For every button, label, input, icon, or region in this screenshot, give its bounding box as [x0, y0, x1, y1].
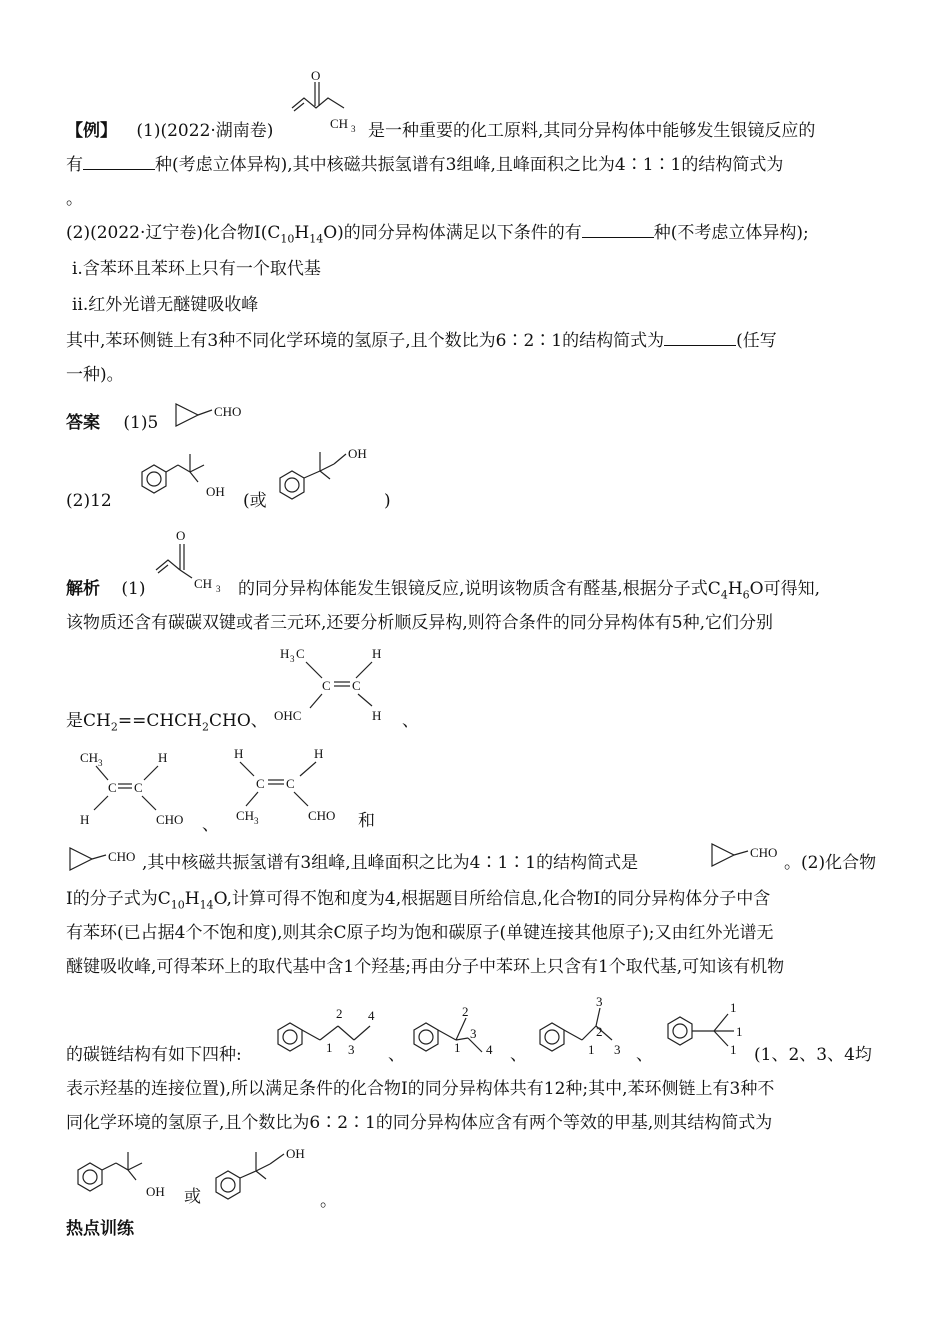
analysis-line-3	[66, 704, 886, 744]
group-OHC: OHC	[274, 708, 302, 723]
q2-text-h: H	[294, 223, 310, 243]
sub-3: 3	[351, 124, 356, 134]
position-2: 2	[462, 1004, 469, 1019]
answer-blank-1[interactable]	[83, 151, 155, 170]
cyclopropyl-cho-structure-3	[708, 840, 788, 870]
example-label: 【例】	[66, 121, 117, 141]
q1-text-3: 。	[66, 189, 83, 209]
position-1c: 1	[730, 1042, 737, 1057]
analysis-line-5b	[784, 846, 894, 880]
group-CHO: CHO	[108, 849, 136, 864]
atom-H3C-h: H	[280, 646, 290, 661]
analysis-p6h: H	[184, 889, 200, 909]
position-2: 2	[336, 1006, 343, 1021]
atom-H: H	[314, 746, 324, 761]
q1-text-2b: 种(考虑立体异构),其中核磁共振氢谱有3组峰,且峰面积之比为4∶1∶1的结构简式为	[155, 155, 784, 175]
or-text: 或	[184, 1187, 201, 1207]
analysis-p7: 有苯环(已占据4个不饱和度),则其余C原子均为饱和碳原子(单键连接其他原子);又由红外光谱无	[66, 923, 774, 943]
analysis-p6b: O,计算可得不饱和度为4,根据题目所给信息,化合物Ⅰ的同分异构体分子中含	[213, 889, 771, 909]
atom-H: H	[372, 646, 382, 661]
sub-3: 3	[254, 816, 259, 826]
example-line-8	[66, 358, 886, 392]
cond2-text: ⅱ.红外光谱无醚键吸收峰	[72, 295, 259, 315]
tertiary-alcohol-structure-b	[70, 1146, 182, 1206]
answer-or-close	[384, 484, 414, 518]
analysis-p6a: Ⅰ的分子式为C	[66, 889, 171, 909]
isomer-trans-ch3-cho	[72, 744, 202, 834]
condition-1	[72, 252, 892, 286]
sub: 2	[202, 720, 209, 734]
atom-C: C	[296, 646, 305, 661]
sub: 10	[170, 898, 185, 912]
chain-skeleton-3	[534, 996, 638, 1064]
analysis-line-5	[142, 846, 712, 880]
atom-C: C	[108, 780, 117, 795]
q2-text-1a: (2)(2022·辽宁卷)化合物Ⅰ(C	[66, 223, 281, 243]
answer-1: (1)5	[123, 413, 159, 433]
sub-3: 3	[290, 654, 295, 664]
analysis-p10: 表示羟基的连接位置),所以满足条件的化合物Ⅰ的同分异构体共有12种;其中,苯环侧链上有3种不	[66, 1079, 775, 1099]
q1-text: 是一种重要的化工原料,其同分异构体中能够发生银镜反应的	[368, 121, 816, 141]
butenone-structure	[286, 66, 366, 140]
atom-O: O	[311, 68, 321, 83]
analysis-line-7	[66, 916, 886, 950]
q2-text-4b: (任写	[736, 331, 777, 351]
atom-C: C	[134, 780, 143, 795]
example-line-4	[66, 216, 886, 256]
analysis-p9b: (1、2、3、4均	[754, 1045, 872, 1065]
atom-H: H	[234, 746, 244, 761]
example-line-7	[66, 324, 886, 358]
analysis-line-2	[66, 606, 886, 640]
sep: 、	[636, 1045, 653, 1065]
analysis-line-10	[66, 1072, 886, 1106]
and-text: 和	[358, 811, 375, 831]
analysis-p3c: CHO、	[209, 711, 268, 731]
position-4: 4	[486, 1042, 493, 1057]
answer-blank-2[interactable]	[582, 219, 654, 238]
analysis-p3b: ==CHCH	[117, 711, 202, 731]
atom-CH3: CH	[330, 116, 349, 131]
atom-H: H	[158, 750, 168, 765]
sub-3: 3	[98, 758, 103, 768]
analysis-p5a: ,其中核磁共振氢谱有3组峰,且峰面积之比为4∶1∶1的结构简式是	[142, 853, 639, 873]
or-open: (或	[243, 491, 267, 511]
analysis-sep-1	[402, 704, 432, 738]
position-3: 3	[596, 994, 603, 1009]
analysis-line-11	[66, 1106, 886, 1140]
primary-alcohol-structure-b	[208, 1140, 318, 1206]
q2-text-1c: 种(不考虑立体异构);	[653, 223, 809, 243]
position-1: 1	[588, 1042, 595, 1057]
cyclopropyl-cho-structure	[172, 398, 252, 432]
answer-2: (2)12	[66, 491, 112, 511]
analysis-p5b: 。(2)化合物	[784, 853, 877, 873]
position-1: 1	[454, 1040, 461, 1055]
sub: 4	[720, 588, 728, 602]
group-CHO: CHO	[750, 845, 778, 860]
analysis-p3a: 是CH	[66, 711, 111, 731]
section-line	[66, 1212, 886, 1246]
primary-alcohol-structure-a	[270, 440, 380, 506]
analysis-and	[358, 804, 398, 838]
atom-H: H	[80, 812, 90, 827]
sep: 、	[388, 1045, 405, 1065]
answer-blank-3[interactable]	[664, 327, 736, 346]
or-close: )	[384, 491, 391, 511]
analysis-p11: 同化学环境的氢原子,且个数比为6∶2∶1的同分异构体应含有两个等效的甲基,则其结构简式为	[66, 1113, 773, 1133]
atom-CH3: CH	[236, 808, 255, 823]
position-3: 3	[348, 1042, 355, 1057]
group-OH: OH	[206, 484, 225, 499]
atom-C: C	[352, 678, 361, 693]
q2-text-4a: 其中,苯环侧链上有3种不同化学环境的氢原子,且个数比为6∶2∶1的结构简式为	[66, 331, 665, 351]
atom-H: H	[372, 708, 382, 723]
analysis-label: 解析	[66, 579, 100, 599]
atom-CH3: CH	[194, 576, 213, 591]
analysis-p2: 该物质还含有碳碳双键或者三元环,还要分析顺反异构,则符合条件的同分异构体有5种,它们分别	[66, 613, 774, 633]
analysis-p1b: 的同分异构体能发生银镜反应,说明该物质含有醛基,根据分子式C	[238, 579, 721, 599]
analysis-line-8	[66, 950, 886, 984]
sep: 、	[402, 711, 419, 731]
analysis-p1h: H	[727, 579, 743, 599]
group-CHO: CHO	[308, 808, 336, 823]
cyclopropyl-cho-structure-2	[66, 844, 146, 874]
atom-O: O	[176, 528, 186, 543]
example-line-2	[66, 148, 886, 182]
condition-2	[72, 288, 892, 322]
sub: 6	[742, 588, 750, 602]
sub: 10	[280, 232, 295, 246]
sub: 14	[309, 232, 324, 246]
q2-text-1b: O)的同分异构体满足以下条件的有	[323, 223, 582, 243]
sep: 、	[510, 1045, 527, 1065]
analysis-p9a: 的碳链结构有如下四种:	[66, 1045, 242, 1065]
q2-text-5: 一种)。	[66, 365, 124, 385]
q1-source: (1)(2022·湖南卷)	[136, 121, 274, 141]
end-mark: 。	[320, 1191, 337, 1211]
position-2: 2	[596, 1024, 603, 1039]
analysis-p8: 醚键吸收峰,可得苯环上的取代基中含1个羟基;再由分子中苯环上只含有1个取代基,可知该有机物	[66, 957, 785, 977]
isomer-cis-ch3-cho	[272, 640, 402, 730]
group-CHO: CHO	[214, 404, 242, 419]
section-title: 热点训练	[66, 1219, 134, 1239]
position-1b: 1	[736, 1024, 743, 1039]
sub: 2	[110, 720, 118, 734]
position-1: 1	[326, 1040, 333, 1055]
position-3b: 3	[614, 1042, 621, 1057]
chain-skeleton-2	[408, 1004, 512, 1064]
position-3: 3	[470, 1026, 477, 1041]
sub-3: 3	[216, 584, 221, 594]
group-OH: OH	[348, 446, 367, 461]
position-4: 4	[368, 1008, 375, 1023]
isomer-methyl-acrolein	[222, 740, 362, 830]
atom-C: C	[286, 776, 295, 791]
sub: 14	[199, 898, 214, 912]
q1-text-1	[368, 114, 888, 148]
atom-C: C	[322, 678, 331, 693]
tertiary-alcohol-structure-a	[132, 448, 242, 508]
position-1: 1	[730, 1000, 737, 1015]
chain-skeleton-1	[272, 1004, 388, 1064]
q1-text-2a: 有	[66, 155, 83, 175]
answer-label: 答案	[66, 413, 100, 433]
example-line-3	[66, 182, 886, 216]
atom-C: C	[256, 776, 265, 791]
group-OH: OH	[286, 1146, 305, 1161]
analysis-line-9b	[754, 1038, 894, 1072]
chain-skeleton-4	[662, 998, 752, 1064]
sep: 、	[202, 815, 219, 835]
cond1-text: ⅰ.含苯环且苯环上只有一个取代基	[72, 259, 321, 279]
group-CHO: CHO	[156, 812, 184, 827]
analysis-p1c: O可得知,	[749, 579, 820, 599]
analysis-p1a: (1)	[121, 579, 146, 599]
atom-CH3: CH	[80, 750, 99, 765]
group-OH: OH	[146, 1184, 165, 1199]
